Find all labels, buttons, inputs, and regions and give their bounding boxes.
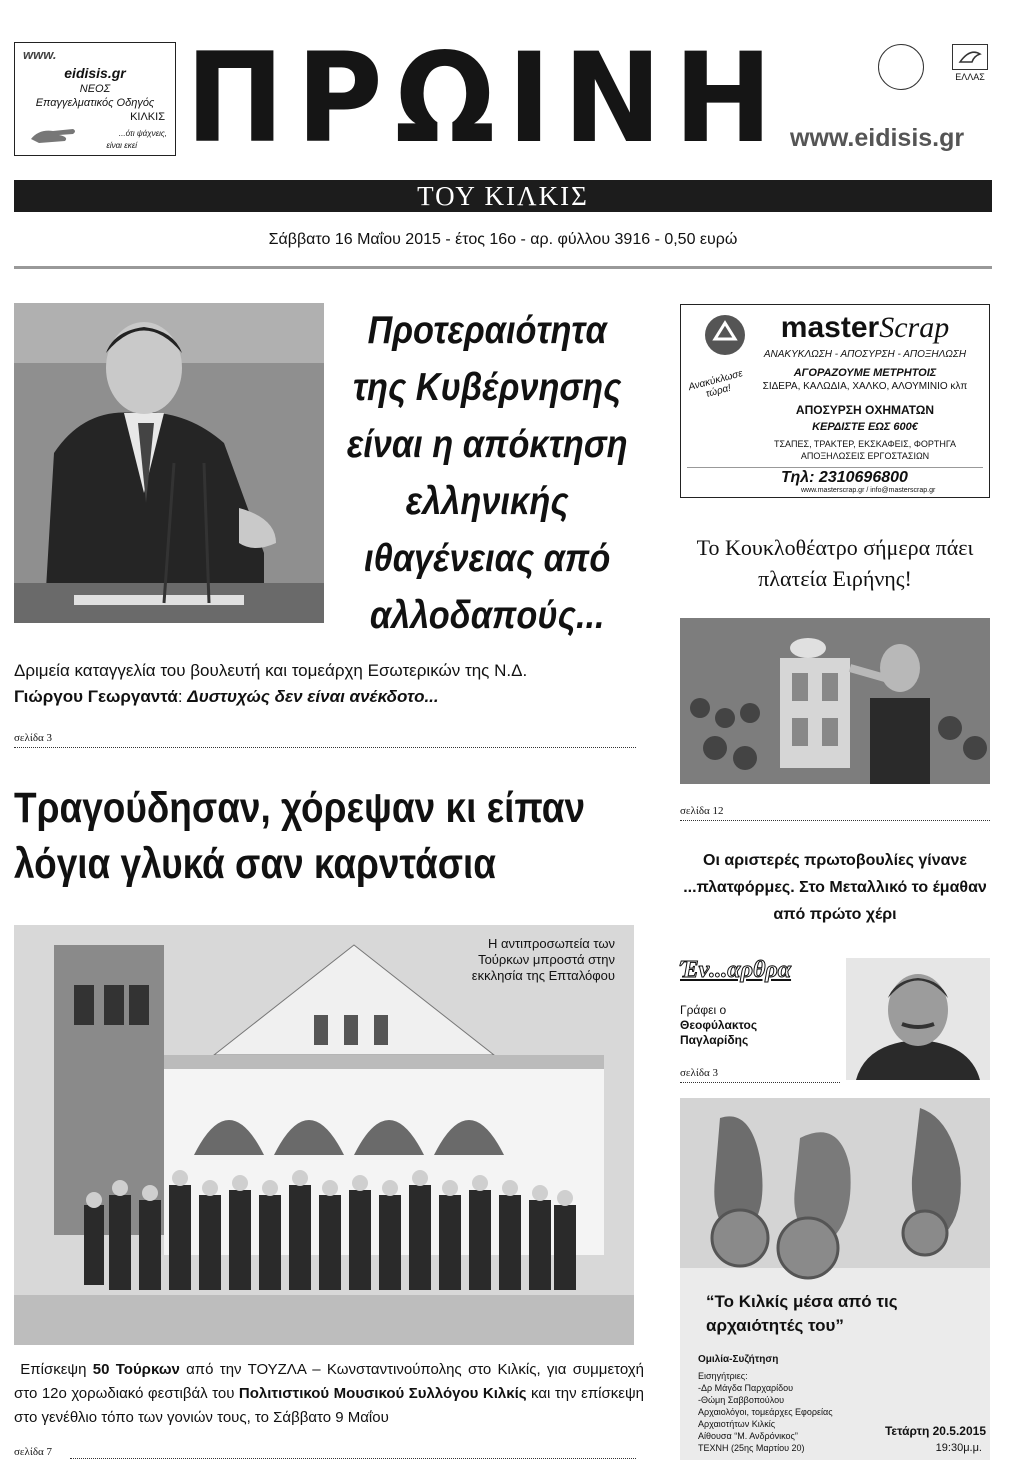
speakers-label: Εισηγήτριες: [698, 1371, 748, 1381]
event-type: Ομιλία-Συζήτηση [698, 1354, 779, 1365]
event-speakers [698, 1370, 833, 1430]
lead2-d: Πολιτιστικού Μουσικού Συλλόγου Κιλκίς [238, 1385, 527, 1402]
masterscrap-ad[interactable] [680, 304, 990, 498]
puppet-theatre-photo [680, 618, 990, 784]
event-venue [698, 1430, 805, 1454]
columnist-photo [846, 958, 990, 1080]
dotted-divider [14, 747, 636, 748]
speaker-2: -Θώμη Σαββοπούλου [698, 1395, 785, 1405]
lead2-c: από την ΤΟΥΖΛΑ – Κωνσταντινούπολης στο Κιλκίς, για συμμετοχή στο 12ο χορωδιακό φεστιβάλ του [14, 1361, 645, 1402]
page-reference[interactable]: σελίδα 3 [14, 732, 53, 744]
headline-secondary[interactable] [14, 780, 655, 892]
lead-colon: : [177, 687, 188, 706]
stamp-label: ΕΛΛΑΣ [955, 72, 985, 82]
ad-prize: ΚΕΡΔΙΣΤΕ ΕΩΣ 600€ [812, 421, 918, 433]
ad-line-1: ΝΕΟΣ [79, 83, 111, 95]
archaeology-event-ad[interactable] [680, 1098, 990, 1460]
ad-line-2: Επαγγελματικός Οδηγός [35, 97, 155, 109]
page-reference[interactable]: σελίδα 3 [680, 1067, 719, 1079]
lead2-b: 50 Τούρκων [92, 1361, 180, 1378]
venue-line-1: Αίθουσα “Μ. Ανδρόνικος” [698, 1431, 798, 1441]
dotted-divider [680, 1082, 840, 1083]
ad-stamp: Ανακύκλωσε τώρα! [687, 368, 744, 400]
divider [14, 266, 992, 269]
ad-www: www. [23, 47, 57, 62]
ad-metals: ΣΙΔΕΡΑ, ΚΑΛΩΔΙΑ, ΧΑΛΚΟ, ΑΛΟΥΜΙΝΙΟ κλπ [762, 381, 968, 392]
ad-tagline: ΑΝΑΚΥΚΛΩΣΗ - ΑΠΟΣΥΡΣΗ - ΑΠΟΞΗΛΩΣΗ [763, 349, 967, 360]
hand-icon [29, 123, 79, 145]
ad-list-2: ΑΠΟΞΗΛΩΣΕΙΣ ΕΡΓΟΣΤΑΣΙΩΝ [800, 451, 930, 461]
brand-scrap: Scrap [879, 311, 950, 344]
event-date: Τετάρτη 20.5.2015 [884, 1424, 986, 1438]
postmark-stamp [878, 44, 924, 90]
lead-text: Δριμεία καταγγελία του βουλευτή και τομεάρχη Εσωτερικών της Ν.Δ. [14, 661, 528, 680]
byline-writes: Γράφει ο [680, 1003, 727, 1017]
subtitle-banner [14, 180, 992, 212]
ad-line-3: ΚΙΛΚΙΣ [130, 111, 165, 123]
ad-tagline-1: ...ότι ψάχνεις, [118, 129, 167, 138]
headline-left-initiatives[interactable]: Οι αριστερές πρωτοβουλίες γίνανε ...πλατφόρμες. Στο Μεταλλικό το έμαθαν από πρώτο χέρι [683, 852, 987, 923]
lead-quote: Δυστυχώς δεν είναι ανέκδοτο... [187, 687, 439, 706]
lead-paragraph-1 [14, 658, 644, 710]
headline-line-2: λόγια γλυκά σαν καρντάσια [14, 840, 497, 888]
website-link[interactable]: www.eidisis.gr [790, 124, 965, 152]
newspaper-title: ΠΡΩΙΝΗ [185, 25, 785, 171]
ad-web[interactable]: www.masterscrap.gr / info@masterscrap.gr [801, 487, 936, 494]
headline-main[interactable]: Προτεραιότητα της Κυβέρνησης είναι η απόκτηση ελληνικής ιθαγένειας από αλλοδαπούς... [346, 309, 628, 637]
dotted-divider [680, 820, 990, 821]
speaker-role-2: Αρχαιοτήτων Κιλκίς [698, 1419, 776, 1429]
page-reference[interactable]: σελίδα 12 [680, 805, 724, 817]
venue-line-2: ΤΕΧΝΗ (25ης Μαρτίου 20) [698, 1443, 805, 1453]
photo-caption: Η αντιπροσωπεία των Τούρκων μπροστά στην εκκλησία της Επταλόφου [471, 936, 615, 983]
headline-line-1: Τραγούδησαν, χόρεψαν κι είπαν [14, 784, 586, 832]
ad-site: eidisis.gr [64, 65, 126, 81]
ad-list-1: ΤΣΑΠΕΣ, ΤΡΑΚΤΕΡ, ΕΚΣΚΑΦΕΙΣ, ΦΟΡΤΗΓΑ [773, 439, 957, 449]
lead2-e: και την επίσκεψη στο γενέθλιο τόπο των γονιών τους, το Σάββατο 9 Μαΐου [14, 1385, 644, 1426]
headline-puppet-theatre[interactable]: Το Κουκλοθέατρο σήμερα πάει πλατεία Ειρήνης! [696, 535, 974, 591]
dotted-divider [70, 1458, 636, 1459]
church-photo [14, 925, 634, 1345]
ad-buy: ΑΓΟΡΑΖΟΥΜΕ ΜΕΤΡΗΤΟΙΣ [793, 367, 937, 379]
lead-name: Γιώργου Γεωργαντά [14, 687, 178, 706]
column-title: Έν...αρθρα [680, 957, 792, 983]
speaker-role-1: Αρχαιολόγοι, τομεάρχες Εφορείας [698, 1407, 833, 1417]
ad-tagline-2: είναι εκεί [106, 141, 137, 150]
column-byline [680, 1003, 757, 1048]
page-reference[interactable]: σελίδα 7 [14, 1446, 53, 1458]
directory-ad[interactable] [14, 42, 176, 156]
event-title: “Το Κιλκίς μέσα από τις αρχαιότητές του” [706, 1292, 898, 1335]
lead-paragraph-2 [14, 1358, 644, 1430]
politician-photo [14, 303, 324, 623]
ad-vehicles: ΑΠΟΣΥΡΣΗ ΟΧΗΜΑΤΩΝ [795, 403, 935, 417]
event-time: 19:30μ.μ. [935, 1442, 982, 1454]
horn-icon [952, 44, 988, 70]
lead2-a: Επίσκεψη [20, 1361, 93, 1378]
brand-master: master [780, 311, 880, 344]
speaker-1: -Δρ Μάγδα Παρχαρίδου [698, 1383, 794, 1393]
byline-last-name: Παγλαρίδης [680, 1033, 749, 1047]
issue-info: Σάββατο 16 Μαΐου 2015 - έτος 16ο - αρ. φύλλου 3916 - 0,50 ευρώ [268, 231, 738, 248]
subtitle-text: ΤΟΥ ΚΙΛΚΙΣ [417, 181, 589, 211]
byline-first-name: Θεοφύλακτος [680, 1018, 758, 1032]
ad-phone[interactable]: Τηλ: 2310696800 [781, 469, 908, 486]
